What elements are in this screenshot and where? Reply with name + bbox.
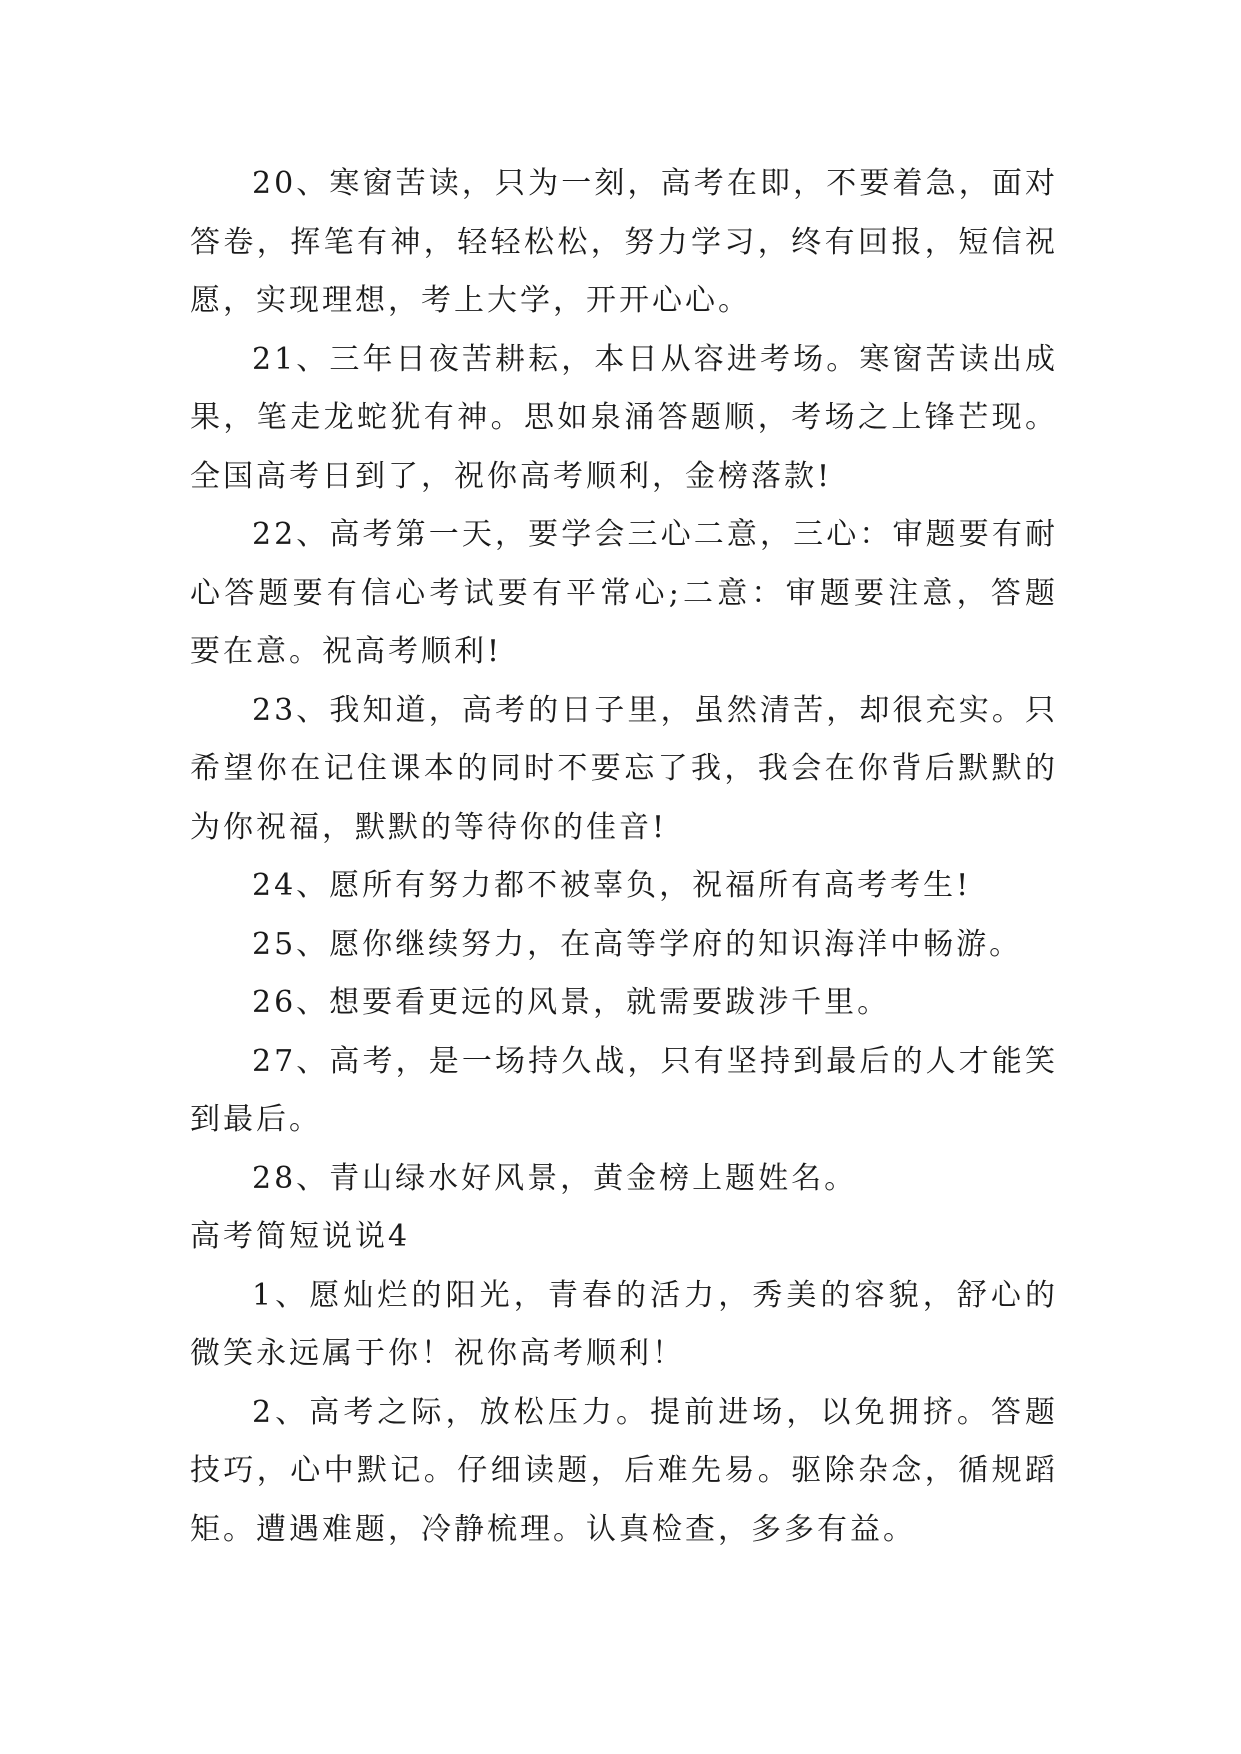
paragraph-20: 20、寒窗苦读，只为一刻，高考在即，不要着急，面对答卷，挥笔有神，轻轻松松，努力学习，终有回报，短信祝愿，实现理想，考上大学，开开心心。 [190, 166, 1058, 318]
paragraph-25: 25、愿你继续努力，在高等学府的知识海洋中畅游。 [252, 926, 1023, 962]
paragraph-28: 28、青山绿水好风景，黄金榜上题姓名。 [252, 1160, 858, 1196]
paragraph-23: 23、我知道，高考的日子里，虽然清苦，却很充实。只希望你在记住课本的同时不要忘了我，我会在你背后默默的为你祝福，默默的等待你的佳音! [190, 692, 1058, 845]
section-paragraph-1: 1、愿灿烂的阳光，青春的活力，秀美的容貌，舒心的微笑永远属于你！祝你高考顺利！ [190, 1277, 1058, 1371]
paragraph-22: 22、高考第一天，要学会三心二意，三心：审题要有耐心答题要有信心考试要有平常心;二意：审题要注意，答题要在意。祝高考顺利! [190, 517, 1058, 669]
paragraph-26: 26、想要看更远的风景，就需要跋涉千里。 [252, 985, 891, 1020]
document-body [190, 155, 1058, 1559]
section-paragraph-2: 2、高考之际，放松压力。提前进场，以免拥挤。答题技巧，心中默记。仔细读题，后难先易。驱除杂念，循规蹈矩。遭遇难题，冷静梳理。认真检查，多多有益。 [190, 1394, 1058, 1547]
paragraph-24: 24、愿所有努力都不被辜负，祝福所有高考考生! [252, 868, 972, 903]
paragraph-27: 27、高考，是一场持久战，只有坚持到最后的人才能笑到最后。 [190, 1043, 1058, 1137]
paragraph-21: 21、三年日夜苦耕耘，本日从容进考场。寒窗苦读出成果，笔走龙蛇犹有神。思如泉涌答题顺，考场之上锋芒现。全国高考日到了，祝你高考顺利，金榜落款! [190, 341, 1058, 494]
section-heading: 高考简短说说4 [190, 1219, 411, 1254]
